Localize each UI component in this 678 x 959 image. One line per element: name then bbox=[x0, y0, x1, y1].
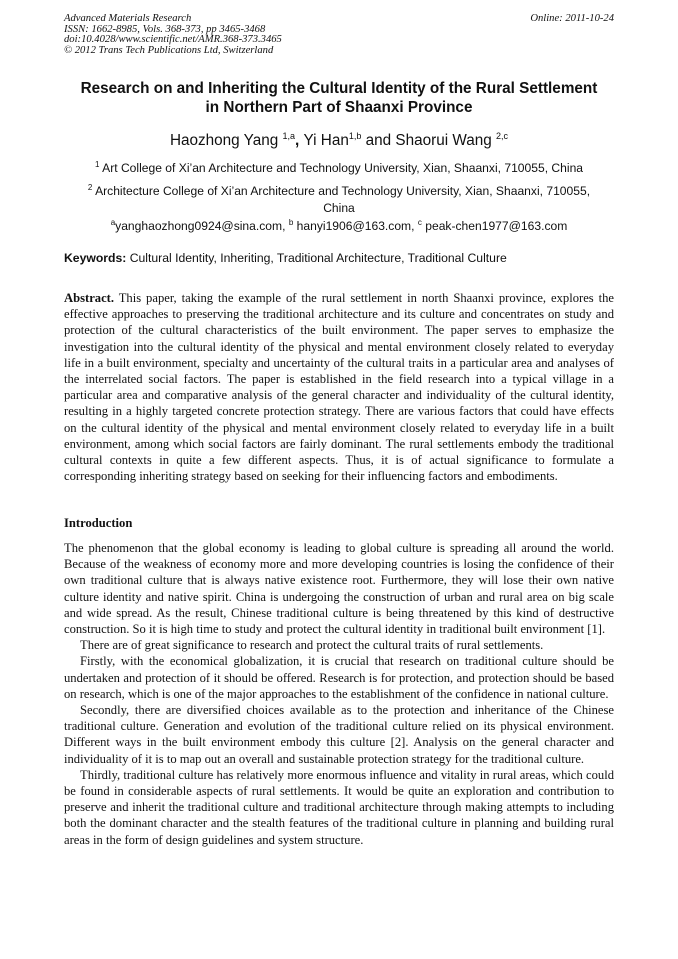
author-affil-mark: 1,a bbox=[282, 131, 296, 141]
keywords-label: Keywords: bbox=[64, 251, 127, 265]
title-line-1: Research on and Inheriting the Cultural Identity of the Rural Settlement bbox=[80, 80, 598, 97]
introduction-body bbox=[64, 540, 614, 848]
intro-paragraph: Firstly, with the economical globalization, it is crucial that research on traditional culture should be undertaken and protection of it should be offered. Research is for protection, and protection should be based on research, which is one of the major approaches to the establishment of the confidence in national culture. bbox=[64, 654, 614, 701]
copyright-line: © 2012 Trans Tech Publications Ltd, Switzerland bbox=[64, 44, 274, 56]
author-name: Haozhong Yang bbox=[169, 132, 279, 149]
intro-paragraph: Thirdly, traditional culture has relatively more enormous influence and vitality in rural areas, which could be found in considerable aspects of rural settlements. It would be quite an exploration and contribution to preserve and inherit the traditional culture and traditional architecture through making attempts to including both the dominant character and the stealth features of the traditional culture in planning and building rural areas in the form of design guidelines and system structure. bbox=[64, 767, 614, 847]
doi-line: doi:10.4028/www.scientific.net/AMR.368-373.3465 bbox=[64, 34, 282, 46]
intro-paragraph: There are of great significance to research and protect the cultural traits of rural settlements. bbox=[80, 638, 544, 653]
affiliation-mark: 1 bbox=[94, 160, 100, 169]
section-heading-introduction: Introduction bbox=[64, 516, 133, 530]
author-affil-mark: 1,b bbox=[348, 131, 362, 141]
author-separator: and bbox=[361, 132, 396, 149]
title-line-2: in Northern Part of Shaanxi Province bbox=[205, 99, 473, 116]
abstract-text: This paper, taking the example of the rural settlement in north Shaanxi province, explores the effective approaches to preserving the traditional architecture and its culture and concentrates on study and protection of the cultural characteristics of the built environment. The paper serves to emphasize the investigation into the cultural identity of the physical and mental environment closely related to everyday life in a built environment, specialty and uncertainty of the cultural traits in a particular area and analyses of the interrelated social factors. The paper is established in the field research into a typical village in a particular area and comparative analysis of the general character and individuality of the cultural identity, resulting in a highly targeted concrete protection strategy. There are various factors that could have effects on the cultural identity of the physical and mental environment closely related to everyday life in a built environment, among which social factors are fairly dominant. The rural settlements embody the traditional cultural contexts in quite a few different aspects. Thus, it is of actual significance to formulate a corresponding inheriting strategy based on seeking for their influencing factors and embodiments. bbox=[64, 291, 615, 484]
online-date: Online: 2011-10-24 bbox=[530, 13, 614, 24]
author-list bbox=[40, 127, 638, 150]
paper-title bbox=[50, 79, 628, 117]
affiliation-mark: 2 bbox=[87, 183, 93, 192]
affiliation-text-cont: China bbox=[323, 201, 355, 215]
keywords-text: Cultural Identity, Inheriting, Traditional Architecture, Traditional Culture bbox=[129, 251, 507, 265]
email-address: peak-chen1977@163.com bbox=[425, 219, 568, 233]
email-mark: a bbox=[110, 218, 116, 227]
author-name: Yi Han bbox=[303, 132, 349, 149]
issn-line: ISSN: 1662-8985, Vols. 368-373, pp 3465-3468 bbox=[64, 23, 266, 35]
email-mark: b bbox=[288, 218, 294, 227]
journal-name: Advanced Materials Research bbox=[64, 13, 192, 24]
author-separator: , bbox=[295, 132, 304, 149]
abstract bbox=[64, 290, 614, 484]
affiliation-text: Art College of Xi’an Architecture and Technology University, Xian, Shaanxi, 710055, China bbox=[102, 161, 584, 175]
email-address: hanyi1906@163.com, bbox=[296, 219, 415, 233]
email-list bbox=[64, 214, 614, 235]
affiliation-2 bbox=[64, 179, 614, 217]
affiliation-text: Architecture College of Xi’an Architecture and Technology University, Xian, Shaanxi, 710055, bbox=[95, 184, 591, 198]
email-address: yanghaozhong0924@sina.com, bbox=[115, 219, 286, 233]
intro-paragraph: Secondly, there are diversified choices available as to the protection and inheritance of the Chinese traditional culture. Generation and evolution of the traditional culture relied on its physical environment. Different ways in the built environment embody this culture [2]. Analysis on the general character and individuality of it is to map out an overall and sustainable protection strategy for the traditional culture. bbox=[64, 703, 614, 766]
keywords bbox=[64, 250, 624, 266]
author-affil-mark: 2,c bbox=[496, 131, 509, 141]
affiliation-1 bbox=[64, 156, 614, 177]
intro-paragraph: The phenomenon that the global economy is leading to global culture is spreading all around the world. Because of the weakness of economy more and more developing countries is losing the confidence of their own traditional culture that is always native existence root. Furthermore, they will lose their own native culture identity and native spirit. China is undergoing the construction of urban and rural area on big scale and wide spread. As the result, Chinese traditional culture is being threatened by this kind of destructive construction. So it is high time to study and protect the cultural identity in traditional built environment [1]. bbox=[64, 541, 614, 637]
email-mark: c bbox=[417, 218, 422, 227]
journal-header bbox=[64, 14, 614, 56]
abstract-label: Abstract. bbox=[64, 291, 115, 305]
author-name: Shaorui Wang bbox=[395, 132, 492, 149]
